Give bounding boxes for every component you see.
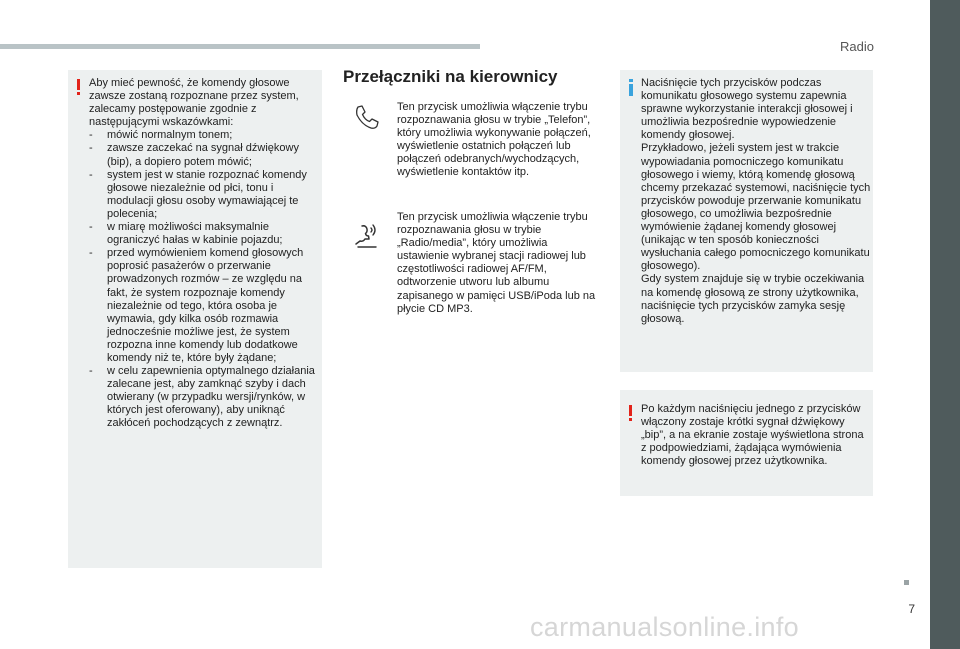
watermark: carmanualsonline.info [530, 612, 799, 642]
warning-icon [77, 79, 80, 94]
voice-command-icon [352, 220, 382, 250]
warning-box-beep [620, 390, 873, 496]
warning-intro: Aby mieć pewność, że komendy głosowe zawsze zostaną rozpoznane przez system, zalecamy postępowanie zgodnie z następującymi wskazówkami: [89, 77, 299, 129]
warning-text: Po każdym naciśnięciu jednego z przycisków włączony zostaje krótki sygnał dźwiękowy „bip”, a na ekranie zostaje wyświetlona strona z podpowiedziami, żądająca wymówienia komendy głosowej przez użytkownika. [641, 403, 864, 468]
header-rule [0, 44, 480, 49]
page-marker [904, 580, 909, 585]
tips-list [89, 129, 319, 430]
section-title: Radio [840, 39, 874, 54]
voice-button-description: Ten przycisk umożliwia włączenie trybu rozpoznawania głosu w trybie „Radio/media”, który umożliwia ustawienie wybranej stacji radiowej lub częstotliwości radiowej AF/FM, odtworzenie utworu lub albumu zapisanego w pamięci USB/iPoda lub na płycie CD MP3. [397, 211, 596, 315]
warning-box-content [89, 77, 319, 431]
list-item: - mówić normalnym tonem; [89, 129, 319, 142]
list-item: - w miarę możliwości maksymalnie ograniczyć hałas w kabinie pojazdu; [89, 221, 319, 247]
phone-button-description: Ten przycisk umożliwia włączenie trybu rozpoznawania głosu w trybie „Telefon”, który umożliwia wykonywanie połączeń, wyświetlenie ostatnich połączeń lub połączeń odebranych/wychodzących, wyświetlenie kontaktów itp. [397, 101, 591, 179]
phone-icon [352, 102, 382, 132]
warning-box-voice-tips [68, 70, 322, 568]
list-item: - system jest w stanie rozpoznać komendy głosowe niezależnie od płci, tonu i modulacji głosu osoby wymawiającej te polecenia; [89, 169, 319, 221]
list-item: - zawsze zaczekać na sygnał dźwiękowy (bip), a dopiero potem mówić; [89, 142, 319, 168]
page-title: Przełączniki na kierownicy [343, 67, 558, 86]
warning-icon [629, 405, 632, 420]
list-item: - w celu zapewnienia optymalnego działania zalecane jest, aby zamknąć szyby i dach otwierany (w przypadku wersji/rynków, w których jest oferowany), aby uniknąć zakłóceń pochodzących z zewnątrz. [89, 365, 319, 430]
info-box [620, 70, 873, 372]
page-number: 7 [908, 602, 915, 616]
side-tab-strip [930, 0, 960, 649]
info-icon [629, 79, 633, 96]
info-text: Naciśnięcie tych przycisków podczas komunikatu głosowego systemu zapewnia sprawne wykorzystanie interakcji głosowej i umożliwia bezpośrednie wypowiedzenie komendy głosowej. Przykładowo, jeżeli system jest w trakcie wypowiadania pomocniczego komunikatu głosowego i wiemy, którą komendę głosową chcemy przekazać systemowi, naciśnięcie tych przycisków powoduje przerwanie komunikatu głosowego, co umożliwia bezpośrednie wymówienie żądanej komendy głosowej (unikając w ten sposób konieczności wysłuchania całego pomocniczego komunikatu głosowego). Gdy system znajduje się w trybie oczekiwania na komendę głosową ze strony użytkownika, naciśnięcie tych przycisków zamyka sesję głosową. [641, 77, 871, 325]
list-item: - przed wymówieniem komend głosowych poprosić pasażerów o przerwanie prowadzonych rozmów – ze względu na fakt, że system rozpoznaje komendy niezależnie od tego, która osoba je wymawia, gdy kilka osób rozmawia jednocześnie możliwe jest, że system rozpozna inne komendy lub dodatkowe komendy niż te, które były żądane; [89, 247, 319, 365]
